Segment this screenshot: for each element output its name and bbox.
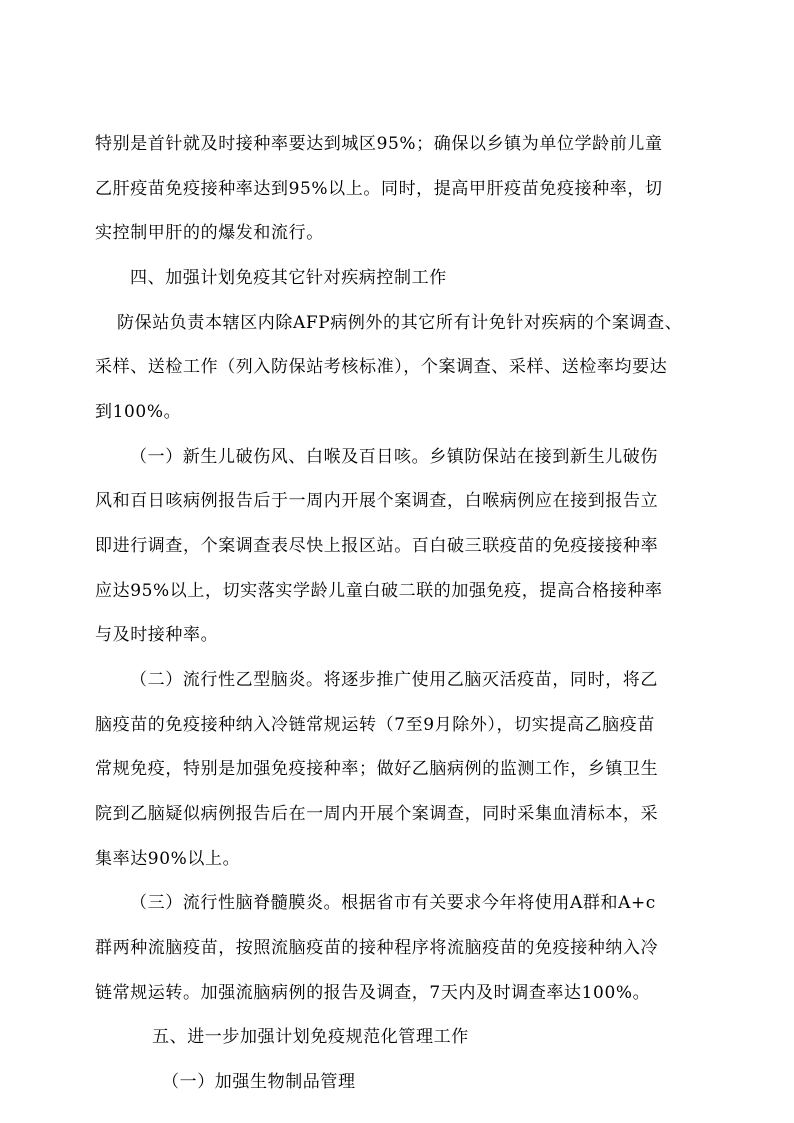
subsection-2-line-5: 集率达90%以上。 <box>95 849 241 869</box>
subsection-1-line-4: 应达95%以上，切实落实学龄儿童白破二联的加强免疫，提高合格接种率 <box>95 581 663 601</box>
subsection-3-line-3: 链常规运转。加强流脑病例的报告及调查，7天内及时调查率达100%。 <box>95 983 651 1003</box>
text-line-1: 特别是首针就及时接种率要达到城区95%；确保以乡镇为单位学龄前儿童 <box>95 134 663 154</box>
subsection-1-line-1: （一）新生儿破伤风、白喉及百日咳。乡镇防保站在接到新生儿破伤 <box>130 447 658 467</box>
subsection-2-line-4: 院到乙脑疑似病例报告后在一周内开展个案调查，同时采集血清标本，采 <box>95 804 659 824</box>
text-line-7: 到100%。 <box>95 402 182 422</box>
subsection-3-line-2: 群两种流脑疫苗，按照流脑疫苗的接种程序将流脑疫苗的免疫接种纳入冷 <box>95 938 659 958</box>
subsection-2-line-3: 常规免疫，特别是加强免疫接种率；做好乙脑病例的监测工作，乡镇卫生 <box>95 759 659 779</box>
subsection-1-line-2: 风和百日咳病例报告后于一周内开展个案调查，白喉病例应在接到报告立 <box>95 491 659 511</box>
section-heading-4: 四、加强计划免疫其它针对疾病控制工作 <box>130 268 447 288</box>
subsection-heading-biologics: （一）加强生物制品管理 <box>162 1072 356 1092</box>
subsection-2-line-2: 脑疫苗的免疫接种纳入冷链常规运转（7至9月除外），切实提高乙脑疫苗 <box>95 715 655 735</box>
subsection-1-line-3: 即进行调查，个案调查表尽快上报区站。百白破三联疫苗的免疫接接种率 <box>95 536 659 556</box>
subsection-3-line-1: （三）流行性脑脊髓膜炎。根据省市有关要求今年将使用A群和A+c <box>130 893 656 913</box>
subsection-1-line-5: 与及时接种率。 <box>95 625 219 645</box>
subsection-2-line-1: （二）流行性乙型脑炎。将逐步推广使用乙脑灭活疫苗，同时，将乙 <box>130 670 658 690</box>
text-line-2: 乙肝疫苗免疫接种率达到95%以上。同时，提高甲肝疫苗免疫接种率，切 <box>95 179 663 199</box>
section-heading-5: 五、进一步加强计划免疫规范化管理工作 <box>152 1027 469 1047</box>
text-line-3: 实控制甲肝的的爆发和流行。 <box>95 223 324 243</box>
text-line-6: 采样、送检工作（列入防保站考核标准），个案调查、采样、送检率均要达 <box>95 357 668 377</box>
text-line-5: 防保站负责本辖区内除AFP病例外的其它所有计免针对疾病的个案调查、 <box>117 313 683 333</box>
